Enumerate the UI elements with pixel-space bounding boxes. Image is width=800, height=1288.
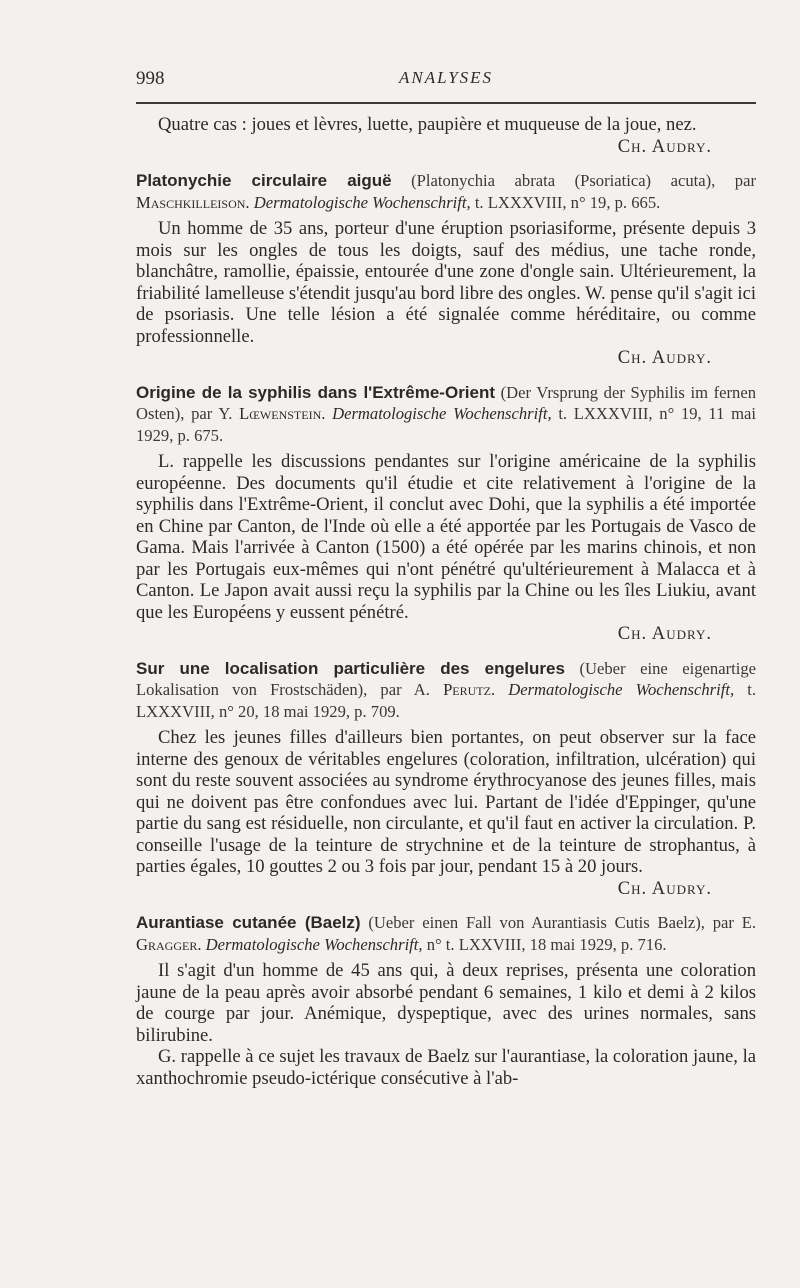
intro-entry (136, 114, 756, 157)
author-name: Perutz. (443, 680, 496, 699)
signature: Ch. Audry. (617, 347, 712, 368)
article-title: Platonychie circulaire aiguë (136, 171, 392, 190)
article-entry (136, 658, 756, 900)
author-name: Lœwenstein. (239, 404, 326, 423)
signature: Ch. Audry. (617, 135, 712, 157)
citation-details: t. LXXXVIII, n° 20, 18 mai 1929, p. 709. (136, 680, 757, 721)
citation-text: (Ueber eine eigenartige Lokalisation von Frostschäden), par A. (136, 658, 756, 699)
citation-details: t. LXXXVIII, n° 19, 11 mai 1929, p. 675. (136, 404, 756, 445)
journal-name: Dermatologische Wochenschrift, (508, 680, 735, 699)
signature: Ch. Audry. (617, 877, 712, 899)
author-name: Maschkilleison. (136, 192, 250, 212)
article-entry (136, 382, 756, 645)
running-title: ANALYSES (398, 68, 494, 87)
citation-details: n° t. LXXVIII, 18 mai 1929, p. 716. (426, 934, 667, 954)
page-body (136, 114, 756, 1102)
article-paragraph (136, 727, 756, 899)
signature: Ch. Audry. (617, 623, 712, 644)
article-entry (136, 170, 756, 369)
page-number: 998 (136, 68, 165, 89)
citation-text: (Der Vrsprung der Syphilis im fernen Osten), par Y. (136, 382, 756, 423)
article-title: Origine de la syphilis dans l'Extrême-Orient (136, 382, 496, 402)
author-name: Gragger. (136, 934, 202, 954)
citation-text: (Platonychia abrata (Psoriatica) acuta), par (411, 171, 756, 190)
article-paragraph: G. rappelle à ce sujet les travaux de Baelz sur l'aurantiase, la coloration jaune, la xanthochromie pseudo-ictérique consécutive à l'ab- (136, 1046, 756, 1089)
journal-name: Dermatologische Wochenschrift, (253, 192, 471, 212)
article-paragraph: Un homme de 35 ans, porteur d'une éruption psoriasiforme, présente depuis 3 mois sur les ongles de tous les doigts, sauf des médius, une tache ronde, blanchâtre, ramollie, épaissie, entourée d'une zone d'ongle sain. Ultérieurement, la friabilité lamelleuse s'étendit jusqu'au bord libre des ongles. W. pense qu'il s'agit ici de psoriasis. Une telle lésion a été signalée comme héréditaire, ou comme professionnelle. (136, 218, 756, 347)
journal-name: Dermatologische Wochenschrift, (205, 934, 423, 954)
article-title: Sur une localisation particulière des engelures (136, 658, 565, 678)
article-heading (136, 912, 756, 955)
journal-name: Dermatologische Wochenschrift, (332, 404, 552, 423)
header-rule (136, 102, 756, 104)
article-paragraph-text: Chez les jeunes filles d'ailleurs bien portantes, on peut observer sur la face interne des genoux de véritables engelures (coloration, infiltration, ulcération) qui sont du reste souvent associées au syndrome érythrocyanose des jeunes filles, mais qui ne doivent pas être confondues avec lui. Partant de l'idée d'Eppinger, qu'une partie du sang est résiduelle, non circulante, et qu'il faut en activer la circulation. P. conseille l'usage de la teinture de strychnine et de la teinture de strophantus, à parties égales, 10 gouttes 2 ou 3 fois par jour, pendant 15 à 20 jours. (136, 727, 756, 877)
page-header (136, 68, 756, 104)
intro-text (136, 114, 756, 157)
citation-text: (Ueber einen Fall von Aurantiasis Cutis Baelz), par E. (368, 913, 757, 932)
article-title: Aurantiase cutanée (Baelz) (136, 913, 361, 932)
article-entry (136, 912, 756, 1089)
article-paragraph: L. rappelle les discussions pendantes sur l'origine américaine de la syphilis européenne. Des documents qu'il étudie et cite relativement à l'origine de la syphilis dans l'Extrême-Orient, il conclut avec Dohi, que la syphilis a été importée en Chine par Canton, de l'Inde où elle a été apportée par les Portugais de Vasco de Gama. Mais l'arrivée à Canton (1500) a été opérée par les marins chinois, et non par les Portugais eux-mêmes qui n'ont pénétré qu'ultérieurement à Malacca et à Canton. Le Japon avait aussi reçu la syphilis par la Chine ou les îles Liukiu, avant que les Européens y eussent pénétré. (136, 451, 756, 623)
article-heading (136, 170, 756, 213)
article-heading (136, 382, 756, 447)
article-heading (136, 658, 756, 723)
article-paragraph: Il s'agit d'un homme de 45 ans qui, à deux reprises, présenta une coloration jaune de la peau après avoir absorbé pendant 6 semaines, 1 kilo et demi à 2 kilos de courge par jour. Anémique, dyspeptique, avec des urines normales, sans bilirubine. (136, 960, 756, 1046)
intro-paragraph: Quatre cas : joues et lèvres, luette, paupière et muqueuse de la joue, nez. (158, 114, 697, 135)
citation-details: t. LXXXVIII, n° 19, p. 665. (474, 192, 661, 212)
